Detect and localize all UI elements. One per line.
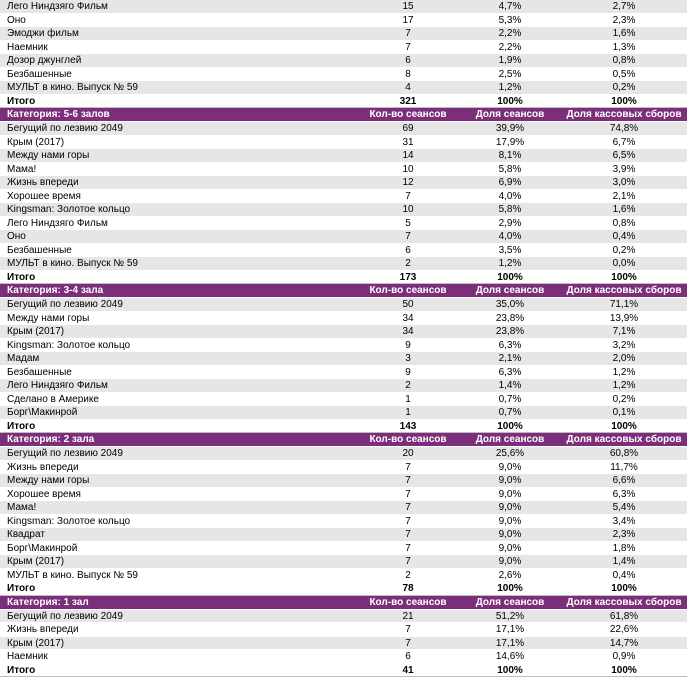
film-title-cell: Лего Ниндзяго Фильм	[7, 217, 347, 231]
film-title-cell: Бегущий по лезвию 2049	[7, 447, 347, 461]
table-row	[0, 623, 687, 637]
sessions-share-cell: 9,0%	[460, 515, 560, 529]
sessions-count-cell: 9	[363, 366, 453, 380]
sessions-share-cell: 9,0%	[460, 555, 560, 569]
total-row	[0, 95, 687, 109]
sessions-count-header: Кол-во сеансов	[363, 596, 453, 610]
table-row	[0, 339, 687, 353]
sessions-share-cell: 35,0%	[460, 298, 560, 312]
revenue-share-cell: 1,6%	[566, 27, 682, 41]
table-row	[0, 637, 687, 651]
sessions-share-cell: 1,2%	[460, 81, 560, 95]
table-row	[0, 68, 687, 82]
sessions-count-cell: 17	[363, 14, 453, 28]
film-title-cell: Сделано в Америке	[7, 393, 347, 407]
film-title-cell: Мадам	[7, 352, 347, 366]
table-row	[0, 217, 687, 231]
film-title-cell: Kingsman: Золотое кольцо	[7, 339, 347, 353]
film-title-cell: Борг\Макинрой	[7, 406, 347, 420]
revenue-share-cell: 0,4%	[566, 569, 682, 583]
category-header-row	[0, 108, 687, 122]
revenue-share-header: Доля кассовых сборов	[566, 433, 682, 447]
revenue-share-cell: 0,5%	[566, 68, 682, 82]
total-sessions-share-cell: 100%	[460, 271, 560, 285]
revenue-share-cell: 0,1%	[566, 406, 682, 420]
table-row	[0, 176, 687, 190]
revenue-share-cell: 3,2%	[566, 339, 682, 353]
film-title-cell: Борг\Макинрой	[7, 542, 347, 556]
sessions-count-cell: 1	[363, 393, 453, 407]
total-sessions-count-cell: 321	[363, 95, 453, 109]
sessions-count-cell: 1	[363, 406, 453, 420]
revenue-share-cell: 1,6%	[566, 203, 682, 217]
total-sessions-count-cell: 41	[363, 664, 453, 677]
total-revenue-share-cell: 100%	[566, 271, 682, 285]
total-sessions-count-cell: 143	[363, 420, 453, 434]
sessions-count-cell: 10	[363, 203, 453, 217]
sessions-share-cell: 5,8%	[460, 163, 560, 177]
sessions-count-cell: 6	[363, 650, 453, 664]
sessions-count-cell: 20	[363, 447, 453, 461]
total-sessions-share-cell: 100%	[460, 95, 560, 109]
table-row	[0, 569, 687, 583]
sessions-share-cell: 17,1%	[460, 623, 560, 637]
sessions-share-cell: 1,4%	[460, 379, 560, 393]
table-row	[0, 312, 687, 326]
sessions-share-cell: 23,8%	[460, 325, 560, 339]
sessions-share-cell: 3,5%	[460, 244, 560, 258]
table-row	[0, 54, 687, 68]
revenue-share-cell: 0,0%	[566, 257, 682, 271]
sessions-count-cell: 34	[363, 312, 453, 326]
film-title-cell: Между нами горы	[7, 474, 347, 488]
film-title-cell: Хорошее время	[7, 488, 347, 502]
sessions-share-cell: 9,0%	[460, 488, 560, 502]
category-section-4	[0, 596, 687, 677]
revenue-share-cell: 0,4%	[566, 230, 682, 244]
category-title: Категория: 3-4 зала	[7, 284, 347, 298]
total-row	[0, 271, 687, 285]
table-row	[0, 203, 687, 217]
category-section-0	[0, 0, 687, 108]
sessions-count-cell: 8	[363, 68, 453, 82]
revenue-share-cell: 1,4%	[566, 555, 682, 569]
sessions-share-cell: 8,1%	[460, 149, 560, 163]
sessions-count-cell: 7	[363, 623, 453, 637]
sessions-count-cell: 7	[363, 515, 453, 529]
table-row	[0, 244, 687, 258]
total-row	[0, 664, 687, 677]
film-title-cell: Жизнь впереди	[7, 623, 347, 637]
revenue-share-cell: 6,5%	[566, 149, 682, 163]
sessions-count-cell: 4	[363, 81, 453, 95]
total-sessions-share-cell: 100%	[460, 582, 560, 596]
revenue-share-cell: 3,4%	[566, 515, 682, 529]
sessions-share-cell: 0,7%	[460, 393, 560, 407]
sessions-count-cell: 3	[363, 352, 453, 366]
category-title: Категория: 5-6 залов	[7, 108, 347, 122]
category-section-1	[0, 108, 687, 284]
revenue-share-cell: 14,7%	[566, 637, 682, 651]
film-title-cell: МУЛЬТ в кино. Выпуск № 59	[7, 569, 347, 583]
sessions-count-cell: 7	[363, 474, 453, 488]
sessions-share-cell: 6,9%	[460, 176, 560, 190]
sessions-count-cell: 21	[363, 610, 453, 624]
table-row	[0, 610, 687, 624]
sessions-count-cell: 7	[363, 461, 453, 475]
sessions-count-cell: 7	[363, 501, 453, 515]
sessions-share-cell: 9,0%	[460, 474, 560, 488]
category-section-3	[0, 433, 687, 596]
sessions-share-cell: 39,9%	[460, 122, 560, 136]
revenue-share-cell: 6,6%	[566, 474, 682, 488]
revenue-share-header: Доля кассовых сборов	[566, 284, 682, 298]
table-row	[0, 352, 687, 366]
sessions-share-cell: 1,9%	[460, 54, 560, 68]
table-row	[0, 122, 687, 136]
sessions-count-cell: 7	[363, 190, 453, 204]
film-title-cell: Безбашенные	[7, 68, 347, 82]
sessions-share-cell: 14,6%	[460, 650, 560, 664]
sessions-share-cell: 51,2%	[460, 610, 560, 624]
film-title-cell: Бегущий по лезвию 2049	[7, 610, 347, 624]
sessions-count-header: Кол-во сеансов	[363, 433, 453, 447]
total-label: Итого	[7, 271, 347, 285]
revenue-share-cell: 2,3%	[566, 528, 682, 542]
sessions-count-cell: 12	[363, 176, 453, 190]
film-title-cell: МУЛЬТ в кино. Выпуск № 59	[7, 81, 347, 95]
total-sessions-share-cell: 100%	[460, 664, 560, 677]
revenue-share-cell: 2,0%	[566, 352, 682, 366]
table-row	[0, 650, 687, 664]
sessions-share-cell: 5,3%	[460, 14, 560, 28]
revenue-share-cell: 7,1%	[566, 325, 682, 339]
film-title-cell: Мама!	[7, 501, 347, 515]
sessions-count-cell: 2	[363, 379, 453, 393]
sessions-count-header: Кол-во сеансов	[363, 108, 453, 122]
revenue-share-cell: 0,9%	[566, 650, 682, 664]
revenue-share-cell: 2,7%	[566, 0, 682, 14]
sessions-share-cell: 2,2%	[460, 41, 560, 55]
table-row	[0, 163, 687, 177]
table-row	[0, 81, 687, 95]
table-row	[0, 325, 687, 339]
category-section-2	[0, 284, 687, 433]
film-title-cell: Безбашенные	[7, 366, 347, 380]
revenue-share-cell: 1,2%	[566, 366, 682, 380]
film-title-cell: Оно	[7, 14, 347, 28]
film-title-cell: Наемник	[7, 41, 347, 55]
revenue-share-cell: 1,8%	[566, 542, 682, 556]
revenue-share-cell: 1,2%	[566, 379, 682, 393]
table-row	[0, 14, 687, 28]
sessions-count-cell: 7	[363, 637, 453, 651]
revenue-share-cell: 0,8%	[566, 217, 682, 231]
sessions-count-cell: 50	[363, 298, 453, 312]
category-header-row	[0, 433, 687, 447]
film-title-cell: Хорошее время	[7, 190, 347, 204]
table-row	[0, 0, 687, 14]
revenue-share-cell: 22,6%	[566, 623, 682, 637]
revenue-share-cell: 2,1%	[566, 190, 682, 204]
total-label: Итого	[7, 582, 347, 596]
sessions-share-cell: 9,0%	[460, 461, 560, 475]
sessions-share-header: Доля сеансов	[460, 433, 560, 447]
sessions-share-cell: 0,7%	[460, 406, 560, 420]
sessions-share-header: Доля сеансов	[460, 284, 560, 298]
table-row	[0, 447, 687, 461]
sessions-count-cell: 6	[363, 244, 453, 258]
total-revenue-share-cell: 100%	[566, 420, 682, 434]
film-title-cell: Мама!	[7, 163, 347, 177]
revenue-share-header: Доля кассовых сборов	[566, 108, 682, 122]
sessions-share-cell: 2,5%	[460, 68, 560, 82]
film-title-cell: Крым (2017)	[7, 555, 347, 569]
sessions-count-cell: 69	[363, 122, 453, 136]
total-revenue-share-cell: 100%	[566, 95, 682, 109]
table-row	[0, 501, 687, 515]
film-title-cell: Между нами горы	[7, 149, 347, 163]
category-header-row	[0, 596, 687, 610]
film-title-cell: Kingsman: Золотое кольцо	[7, 203, 347, 217]
category-title: Категория: 1 зал	[7, 596, 347, 610]
sessions-count-cell: 14	[363, 149, 453, 163]
film-title-cell: МУЛЬТ в кино. Выпуск № 59	[7, 257, 347, 271]
sessions-share-cell: 6,3%	[460, 339, 560, 353]
revenue-share-cell: 3,9%	[566, 163, 682, 177]
film-title-cell: Лего Ниндзяго Фильм	[7, 0, 347, 14]
film-title-cell: Дозор джунглей	[7, 54, 347, 68]
film-title-cell: Лего Ниндзяго Фильм	[7, 379, 347, 393]
revenue-share-cell: 0,2%	[566, 81, 682, 95]
film-title-cell: Крым (2017)	[7, 136, 347, 150]
table-row	[0, 257, 687, 271]
sessions-share-cell: 2,1%	[460, 352, 560, 366]
sessions-share-cell: 2,9%	[460, 217, 560, 231]
table-row	[0, 528, 687, 542]
total-sessions-count-cell: 78	[363, 582, 453, 596]
table-row	[0, 366, 687, 380]
revenue-share-cell: 13,9%	[566, 312, 682, 326]
sessions-count-cell: 7	[363, 488, 453, 502]
sessions-count-cell: 6	[363, 54, 453, 68]
sessions-count-cell: 34	[363, 325, 453, 339]
sessions-count-cell: 7	[363, 528, 453, 542]
film-title-cell: Оно	[7, 230, 347, 244]
revenue-share-cell: 6,7%	[566, 136, 682, 150]
film-title-cell: Безбашенные	[7, 244, 347, 258]
table-row	[0, 149, 687, 163]
total-revenue-share-cell: 100%	[566, 664, 682, 677]
table-row	[0, 41, 687, 55]
sessions-share-cell: 9,0%	[460, 501, 560, 515]
sessions-share-header: Доля сеансов	[460, 596, 560, 610]
sessions-share-cell: 17,1%	[460, 637, 560, 651]
table-row	[0, 190, 687, 204]
revenue-share-cell: 6,3%	[566, 488, 682, 502]
film-title-cell: Наемник	[7, 650, 347, 664]
revenue-share-cell: 1,3%	[566, 41, 682, 55]
sessions-share-cell: 1,2%	[460, 257, 560, 271]
film-title-cell: Эмоджи фильм	[7, 27, 347, 41]
sessions-share-cell: 17,9%	[460, 136, 560, 150]
table-row	[0, 379, 687, 393]
table-row	[0, 230, 687, 244]
revenue-share-cell: 5,4%	[566, 501, 682, 515]
sessions-share-cell: 9,0%	[460, 542, 560, 556]
total-sessions-count-cell: 173	[363, 271, 453, 285]
table-row	[0, 27, 687, 41]
total-label: Итого	[7, 664, 347, 677]
table-row	[0, 136, 687, 150]
total-row	[0, 420, 687, 434]
sessions-share-cell: 23,8%	[460, 312, 560, 326]
revenue-share-cell: 61,8%	[566, 610, 682, 624]
sessions-share-cell: 4,0%	[460, 230, 560, 244]
table-row	[0, 542, 687, 556]
category-title: Категория: 2 зала	[7, 433, 347, 447]
sessions-count-cell: 2	[363, 257, 453, 271]
sessions-count-cell: 5	[363, 217, 453, 231]
sessions-count-cell: 7	[363, 230, 453, 244]
table-row	[0, 393, 687, 407]
film-title-cell: Крым (2017)	[7, 325, 347, 339]
table-row	[0, 298, 687, 312]
sessions-share-cell: 5,8%	[460, 203, 560, 217]
revenue-share-cell: 2,3%	[566, 14, 682, 28]
category-header-row	[0, 284, 687, 298]
sessions-count-cell: 7	[363, 555, 453, 569]
table-row	[0, 474, 687, 488]
sessions-share-cell: 6,3%	[460, 366, 560, 380]
sessions-share-cell: 2,6%	[460, 569, 560, 583]
sessions-count-header: Кол-во сеансов	[363, 284, 453, 298]
revenue-share-cell: 0,2%	[566, 244, 682, 258]
sessions-count-cell: 31	[363, 136, 453, 150]
total-row	[0, 582, 687, 596]
sessions-count-cell: 15	[363, 0, 453, 14]
total-label: Итого	[7, 420, 347, 434]
sessions-count-cell: 7	[363, 41, 453, 55]
sessions-count-cell: 7	[363, 27, 453, 41]
revenue-share-cell: 3,0%	[566, 176, 682, 190]
sessions-share-cell: 4,0%	[460, 190, 560, 204]
film-title-cell: Жизнь впереди	[7, 461, 347, 475]
film-title-cell: Жизнь впереди	[7, 176, 347, 190]
sessions-count-cell: 10	[363, 163, 453, 177]
total-revenue-share-cell: 100%	[566, 582, 682, 596]
film-title-cell: Между нами горы	[7, 312, 347, 326]
film-title-cell: Бегущий по лезвию 2049	[7, 298, 347, 312]
sessions-share-cell: 25,6%	[460, 447, 560, 461]
revenue-share-cell: 0,2%	[566, 393, 682, 407]
revenue-share-cell: 11,7%	[566, 461, 682, 475]
film-title-cell: Квадрат	[7, 528, 347, 542]
sessions-count-cell: 9	[363, 339, 453, 353]
total-label: Итого	[7, 95, 347, 109]
table-row	[0, 555, 687, 569]
sessions-share-cell: 4,7%	[460, 0, 560, 14]
table-row	[0, 488, 687, 502]
film-title-cell: Крым (2017)	[7, 637, 347, 651]
revenue-share-header: Доля кассовых сборов	[566, 596, 682, 610]
table-row	[0, 406, 687, 420]
sessions-count-cell: 7	[363, 542, 453, 556]
sessions-share-cell: 2,2%	[460, 27, 560, 41]
sessions-count-cell: 2	[363, 569, 453, 583]
revenue-share-cell: 60,8%	[566, 447, 682, 461]
total-sessions-share-cell: 100%	[460, 420, 560, 434]
table-row	[0, 515, 687, 529]
revenue-share-cell: 0,8%	[566, 54, 682, 68]
sessions-share-cell: 9,0%	[460, 528, 560, 542]
film-title-cell: Бегущий по лезвию 2049	[7, 122, 347, 136]
film-title-cell: Kingsman: Золотое кольцо	[7, 515, 347, 529]
sessions-share-header: Доля сеансов	[460, 108, 560, 122]
revenue-share-cell: 71,1%	[566, 298, 682, 312]
revenue-share-cell: 74,8%	[566, 122, 682, 136]
table-row	[0, 461, 687, 475]
